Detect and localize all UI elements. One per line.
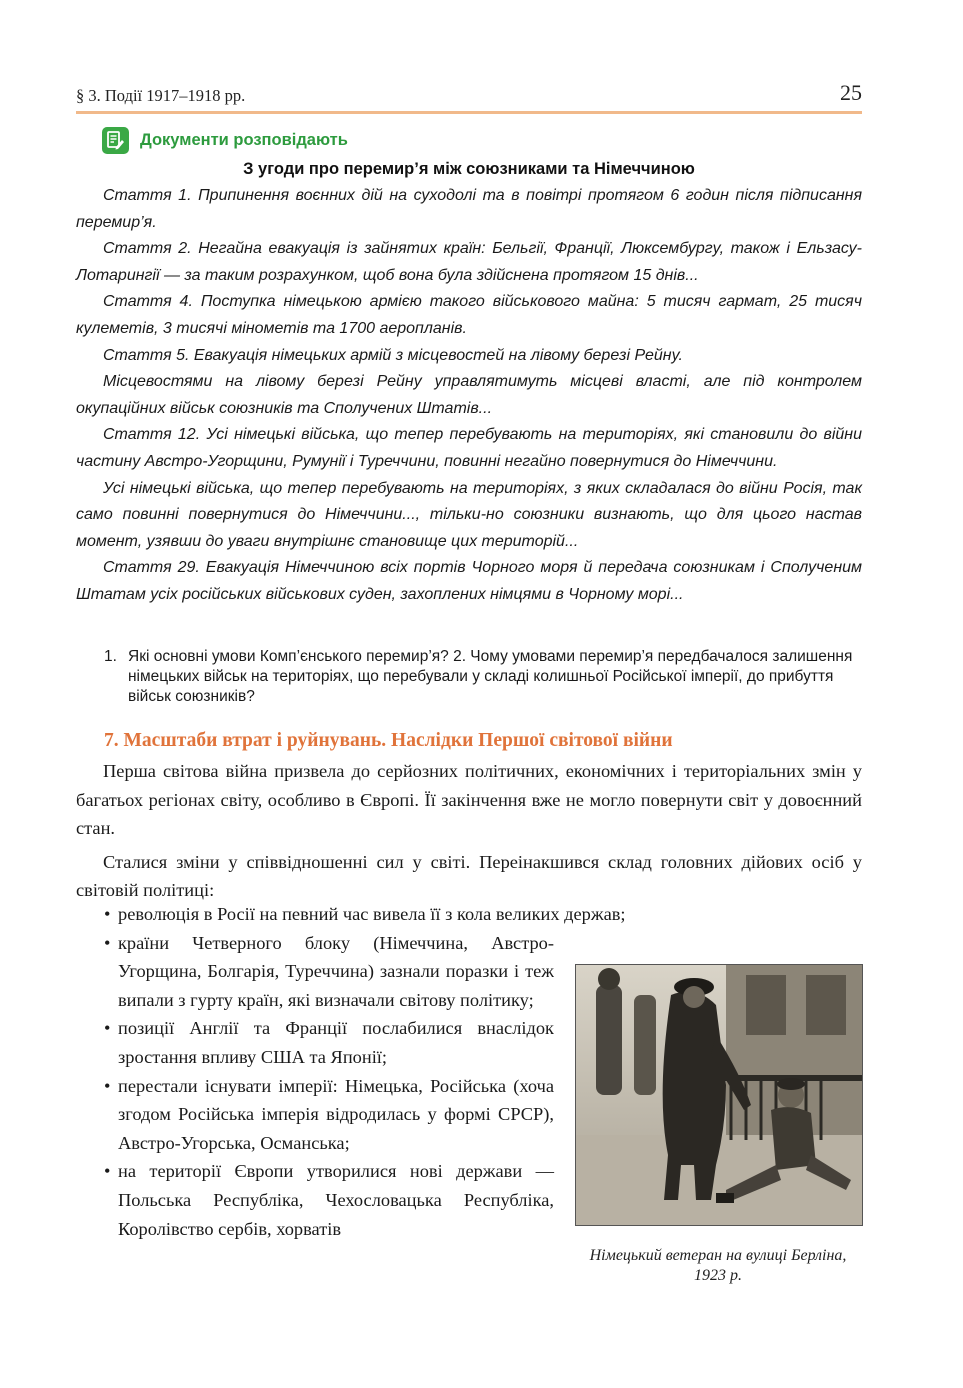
- body-paragraph: Перша світова війна призвела до серйозних політичних, економічних і територіальних змін у багатьох регіонах світу, особливо в Європі. Її закінчення вже не могло повернути світ у довоєнний стан.: [76, 761, 862, 839]
- document-paragraph: Стаття 12. Усі німецькі війська, що тепер перебувають на територіях, які становили до війни частину Австро-Угорщини, Румунії і Туреччини, повинні негайно повернутися до Німеччини.: [76, 426, 862, 470]
- document-title: З угоди про перемир’я між союзниками та Німеччиною: [243, 160, 695, 178]
- list-item: • на території Європи утворилися нові держави — Польська Республіка, Чехословацька Республіка, Королівство сербів, хорватів: [104, 1157, 554, 1243]
- body-paragraph: Сталися зміни у співвідношенні сил у світі. Переінакшився склад головних дійових осіб у світовій політиці:: [76, 851, 862, 901]
- documents-heading: [102, 125, 348, 155]
- consequences-list: [104, 900, 626, 1243]
- document-body: [76, 183, 862, 609]
- document-paragraph: Стаття 2. Негайна евакуація із зайнятих країн: Бельгії, Франції, Люксембургу, також і Ельзасу-Лотарингії — за таким розрахунком, щоб вона була здійснена протягом 15 днів...: [76, 240, 862, 284]
- document-questions: [104, 647, 862, 708]
- document-pencil-icon: [102, 127, 129, 154]
- header-rule: [76, 111, 862, 114]
- section-body: [76, 757, 862, 905]
- document-paragraph: Усі німецькі війська, що тепер перебувають на територіях, з яких складалася до війни Росія, так само повинні повернутися до Німеччини..., тільки-но союзники визнають, що для цього настав момент, узявши до уваги внутрішнє становище цих територій...: [76, 479, 862, 550]
- document-paragraph: Місцевостями на лівому березі Рейну управлятимуть місцеві власті, але під контролем окупаційних військ союзників та Сполучених Штатів...: [76, 373, 862, 417]
- questions-number: 1.: [104, 648, 117, 665]
- document-paragraph: Стаття 4. Поступка німецькою армією такого військового майна: 5 тисяч гармат, 25 тисяч кулеметів, 3 тисячі мінометів та 1700 аеропланів.: [76, 293, 862, 337]
- documents-heading-text: Документи розповідають: [140, 130, 348, 149]
- list-item: • позиції Англії та Франції послабилися внаслідок зростання впливу США та Японії;: [104, 1014, 554, 1071]
- veteran-photo: [575, 964, 863, 1226]
- questions-text: Які основні умови Комп’єнського перемир’я? 2. Чому умовами перемир’я передбачалося залишення німецьких військ на територіях, що перебували у складі колишньої Російської імперії, до прибуття військ союзників?: [128, 648, 853, 706]
- photo-caption: Німецький ветеран на вулиці Берліна, 1923 р.: [589, 1247, 847, 1284]
- list-item: • країни Четверного блоку (Німеччина, Австро-Угорщина, Болгарія, Туреччина) зазнали поразки і теж випали з гурту країн, які визначали світову політику;: [104, 929, 554, 1015]
- veteran-photo-illustration: [576, 965, 862, 1225]
- document-paragraph: Стаття 29. Евакуація Німеччиною всіх портів Чорного моря й передача союзникам і Сполученим Штатам усіх російських військових суден, захоплених німцями в Чорному морі...: [76, 559, 862, 603]
- section-title: 7. Масштаби втрат і руйнувань. Наслідки Першої світової війни: [104, 730, 673, 751]
- running-head: § 3. Події 1917–1918 рр.: [76, 86, 246, 105]
- page-number: 25: [840, 80, 862, 105]
- document-paragraph: Стаття 1. Припинення воєнних дій на суходолі та в повітрі протягом 6 годин після підписання перемир’я.: [76, 187, 862, 231]
- document-paragraph: Стаття 5. Евакуація німецьких армій з місцевостей на лівому березі Рейну.: [103, 346, 683, 364]
- list-item: • революція в Росії на певний час вивела її з кола великих держав;: [104, 900, 878, 929]
- list-item: • перестали існувати імперії: Німецька, Російська (хоча згодом Російська імперія відродилась у формі СРСР), Австро-Угорська, Османська;: [104, 1072, 554, 1158]
